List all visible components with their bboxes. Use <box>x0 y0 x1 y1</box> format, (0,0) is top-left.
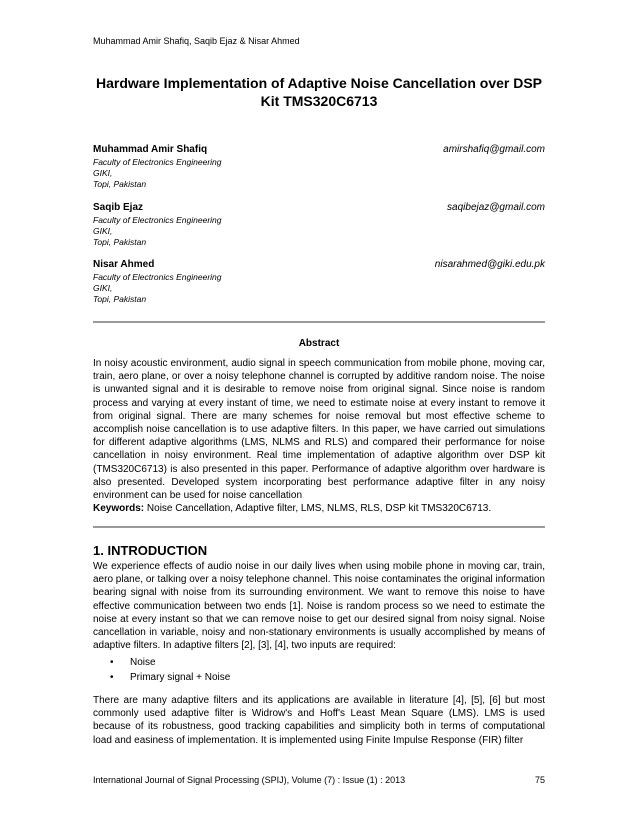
author-email[interactable]: amirshafiq@gmail.com <box>443 144 545 155</box>
abstract-text: In noisy acoustic environment, audio signal in speech communication from mobile phone, moving car, train, aero plane, or over a noisy telephone channel is corrupted by additive random noise. The noise is unwanted signal and it is desirable to remove noise from original signal. Since noise is random process and varying at every instant of time, we need to estimate noise at every instant to remove it from original signal. There are many schemes for noise removal but most effective scheme to accomplish noise cancellation is to use adaptive filters. In this paper, we have carried out simulations for different adaptive algorithms (LMS, NLMS and RLS) and compared their performance for noise cancellation in noisy environment. Real time implementation of adaptive algorithm over DSP kit (TMS320C6713) is also presented in this paper. Performance of adaptive algorithm over hardware is also presented. Developed system incorporating best performance adaptive filter in any noisy environment can be used for noise cancellation <box>93 358 545 502</box>
bullet-list <box>110 655 230 685</box>
running-header: Muhammad Amir Shafiq, Saqib Ejaz & Nisar Ahmed <box>93 36 300 46</box>
intro-paragraph-1: We experience effects of audio noise in our daily lives when using mobile phone in moving car, train, aero plane, or talking over a noisy telephone channel. This noise contaminates the original information bearing signal with noise from its surrounding environment. We want to remove this noise to have effective communication between two ends [1]. Noise is random process so we need to estimate the noise at every instant so that we can remove noise to get our desired signal from noisy signal. Noise cancellation in variable, noisy and non-stationary environments is usually accomplished by means of adaptive filters. In adaptive filters [2], [3], [4], two inputs are required: <box>93 561 545 652</box>
section-heading-introduction: 1. INTRODUCTION <box>93 543 208 558</box>
keywords-label: Keywords: <box>93 503 145 514</box>
author-email[interactable]: nisarahmed@giki.edu.pk <box>434 259 545 270</box>
bullet-icon: • <box>110 657 114 668</box>
list-item <box>110 655 230 670</box>
list-item-text: Noise <box>130 657 156 668</box>
divider-rule <box>93 321 545 323</box>
intro-paragraph-2: There are many adaptive filters and its applications are available in literature [4], [5], [6] but most commonly used adaptive filter is Widrow's and Hoff's Least Mean Square (LMS). LMS is used because of its robustness, good tracking capabilities and simplicity both in terms of computational load and easiness of implementation. It is implemented using Finite Impulse Response (FIR) filter <box>93 695 545 746</box>
list-item-text: Primary signal + Noise <box>130 672 231 683</box>
keywords-text: Noise Cancellation, Adaptive filter, LMS, NLMS, RLS, DSP kit TMS320C6713. <box>146 503 492 514</box>
author-affiliation-dept: Faculty of Electronics Engineering <box>93 215 222 225</box>
author-block <box>93 142 545 190</box>
page-number: 75 <box>534 775 545 785</box>
author-affiliation-inst: GIKI, <box>93 168 113 178</box>
author-affiliation-inst: GIKI, <box>93 283 113 293</box>
page-footer <box>93 775 545 785</box>
author-block <box>93 200 545 248</box>
author-affiliation-location: Topi, Pakistan <box>93 237 147 247</box>
author-name: Saqib Ejaz <box>93 202 144 213</box>
author-name: Muhammad Amir Shafiq <box>93 144 208 155</box>
author-affiliation-dept: Faculty of Electronics Engineering <box>93 157 222 167</box>
footer-journal: International Journal of Signal Processing (SPIJ), Volume (7) : Issue (1) : 2013 <box>93 775 406 785</box>
author-email[interactable]: saqibejaz@gmail.com <box>447 202 545 213</box>
divider-rule <box>93 526 545 528</box>
author-block <box>93 257 545 305</box>
author-name: Nisar Ahmed <box>93 259 155 270</box>
author-affiliation-inst: GIKI, <box>93 226 113 236</box>
abstract-heading: Abstract <box>298 338 340 349</box>
bullet-icon: • <box>110 672 114 683</box>
author-affiliation-location: Topi, Pakistan <box>93 294 147 304</box>
list-item <box>110 670 230 685</box>
paper-title: Hardware Implementation of Adaptive Noise Cancellation over DSP Kit TMS320C6713 <box>95 75 543 109</box>
author-affiliation-location: Topi, Pakistan <box>93 179 147 189</box>
author-affiliation-dept: Faculty of Electronics Engineering <box>93 272 222 282</box>
keywords-line <box>93 503 545 514</box>
